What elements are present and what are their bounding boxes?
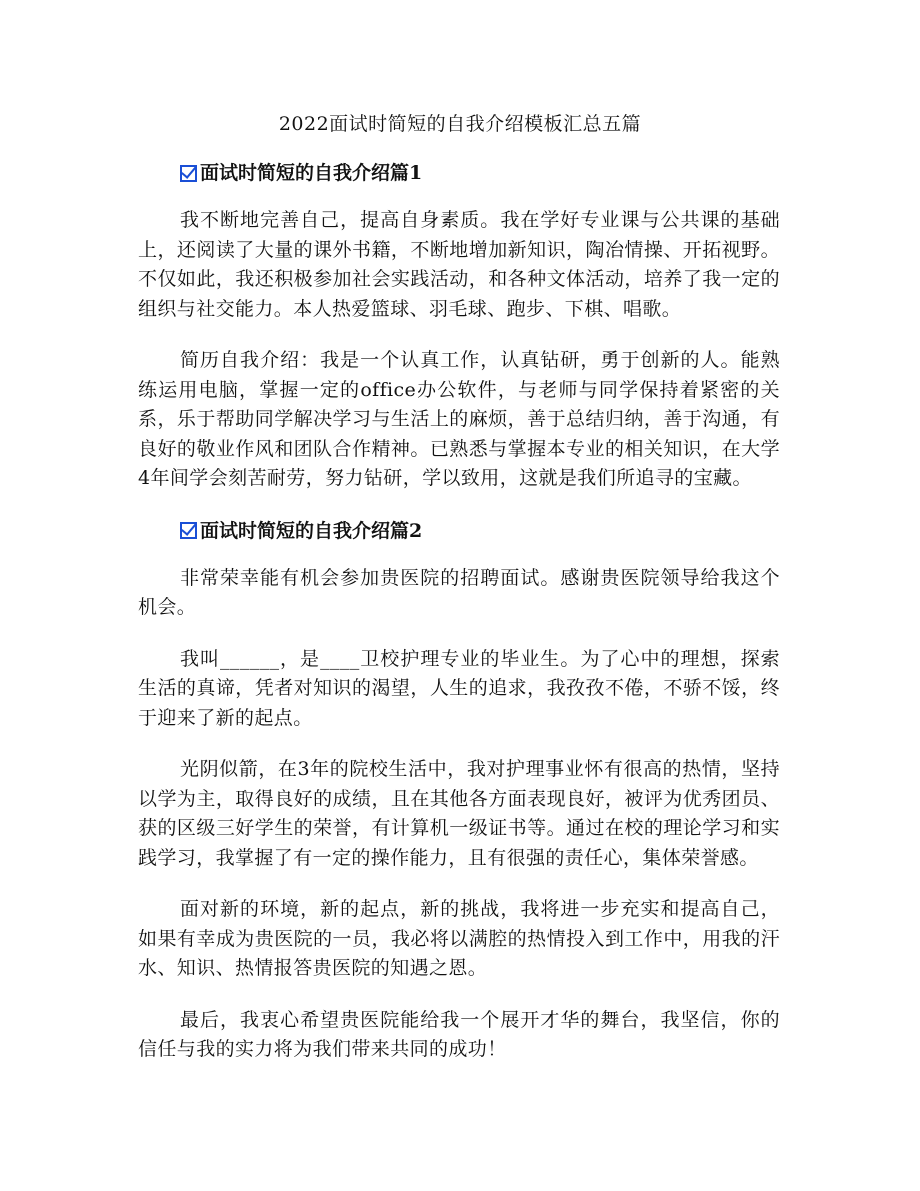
checkbox-checked-icon [180, 165, 197, 182]
section-heading [180, 516, 780, 546]
document-title: 2022面试时简短的自我介绍模板汇总五篇 [278, 113, 642, 135]
section-heading-text: 面试时简短的自我介绍篇1 [200, 162, 423, 184]
paragraph: 面对新的环境，新的起点，新的挑战，我将进一步充实和提高自己，如果有幸成为贵医院的一员，我必将以满腔的热情投入到工作中，用我的汗水、知识、热情报答贵医院的知遇之恩。 [138, 898, 780, 979]
checkbox-checked-icon [180, 522, 197, 539]
section-heading [180, 158, 780, 188]
paragraph: 我不断地完善自己，提高自身素质。我在学好专业课与公共课的基础上，还阅读了大量的课外书籍，不断地增加新知识，陶冶情操、开拓视野。不仅如此，我还积极参加社会实践活动，和各种文体活动，培养了我一定的组织与社交能力。本人热爱篮球、羽毛球、跑步、下棋、唱歌。 [138, 209, 780, 320]
paragraph: 光阴似箭，在3年的院校生活中，我对护理事业怀有很高的热情，坚持以学为主，取得良好的成绩，且在其他各方面表现良好，被评为优秀团员、获的区级三好学生的荣誉，有计算机一级证书等。通过在校的理论学习和实践学习，我掌握了有一定的操作能力，且有很强的责任心，集体荣誉感。 [138, 758, 780, 869]
paragraph: 最后，我衷心希望贵医院能给我一个展开才华的舞台，我坚信，你的信任与我的实力将为我们带来共同的成功！ [138, 1008, 780, 1060]
section-2 [138, 516, 780, 1065]
section-heading-text: 面试时简短的自我介绍篇2 [200, 519, 423, 542]
document-body [138, 158, 780, 1087]
paragraph: 我叫______，是____卫校护理专业的毕业生。为了心中的理想，探索生活的真谛，凭者对知识的渴望，人生的追求，我孜孜不倦，不骄不馁，终于迎来了新的起点。 [138, 647, 780, 729]
paragraph: 非常荣幸能有机会参加贵医院的招聘面试。感谢贵医院领导给我这个机会。 [138, 566, 780, 618]
section-1 [138, 158, 780, 494]
paragraph: 简历自我介绍：我是一个认真工作，认真钻研，勇于创新的人。能熟练运用电脑，掌握一定的office办公软件，与老师与同学保持着紧密的关系，乐于帮助同学解决学习与生活上的麻烦，善于总结归纳，善于沟通，有良好的敬业作风和团队合作精神。已熟悉与掌握本专业的相关知识，在大学4年间学会刻苦耐劳，努力钻研，学以致用，这就是我们所追寻的宝藏。 [138, 349, 780, 489]
